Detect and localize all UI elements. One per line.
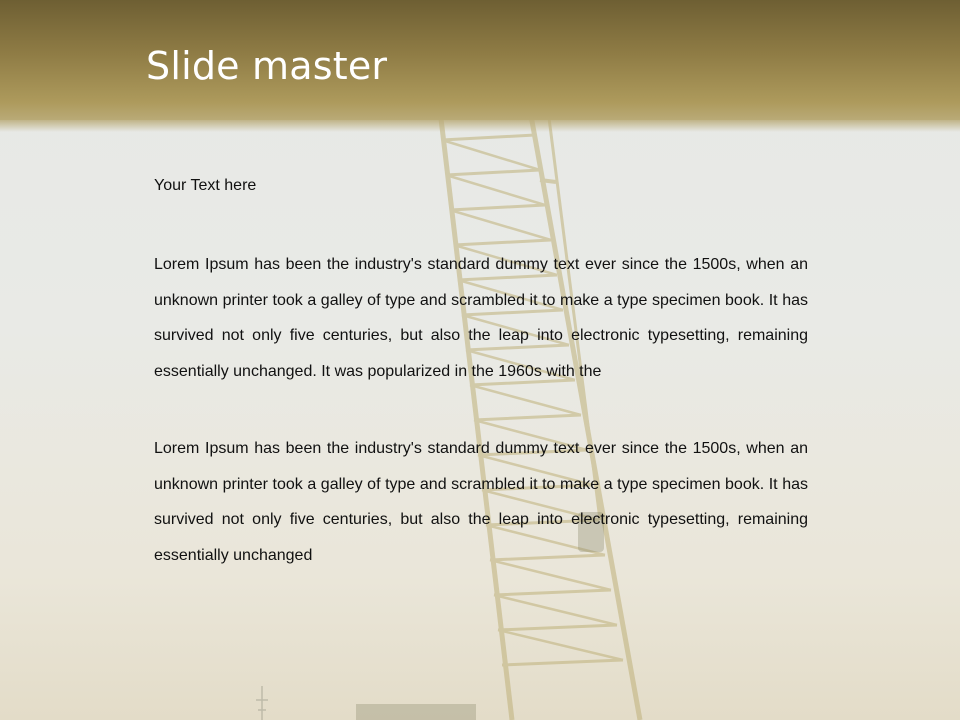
- body-paragraph-1: Lorem Ipsum has been the industry's standard dummy text ever since the 1500s, when an unknown printer took a galley of type and scrambled it to make a type specimen book. It has survived not only five centuries, but also the leap into electronic typesetting, remaining essentially unchanged. It was popularized in the 1960s with the: [154, 256, 808, 380]
- slide-title: Slide master: [146, 44, 388, 88]
- content-area: [154, 170, 808, 573]
- subtitle-text: Your Text here: [154, 177, 257, 194]
- title-bar: [0, 0, 960, 120]
- body-paragraph-2: Lorem Ipsum has been the industry's standard dummy text ever since the 1500s, when an unknown printer took a galley of type and scrambled it to make a type specimen book. It has survived not only five centuries, but also the leap into electronic typesetting, remaining essentially unchanged: [154, 440, 808, 564]
